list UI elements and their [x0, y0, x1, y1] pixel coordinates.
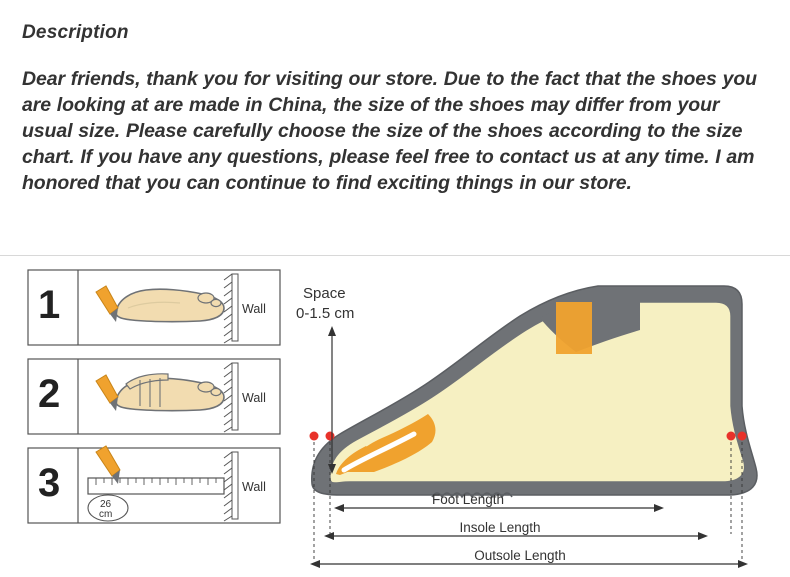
- description-section: [0, 0, 790, 196]
- marker-heel-inner: [727, 432, 736, 441]
- step-panel-3: [28, 446, 280, 523]
- wall-label-2: Wall: [242, 391, 266, 405]
- step-number-1: 1: [38, 283, 61, 327]
- step-panel-1: [28, 270, 280, 345]
- measure-label-insole-length: Insole Length: [459, 520, 541, 535]
- measure-label-foot-length: Foot Length: [431, 492, 505, 507]
- ruler-reading-badge: [88, 495, 128, 521]
- page-title: Description: [22, 22, 129, 43]
- size-measurement-diagram: [0, 255, 790, 577]
- marker-heel-outer: [738, 432, 747, 441]
- description-text: Dear friends, thank you for visiting our store. Due to the fact that the shoes you are looking at are made in China, the size of the shoes may differ from your usual size. Please carefully choose the size of the shoes according to the size chart. If you have any questions, please feel free to contact us at any time. I am honored that you can continue to find exciting things in our store.: [22, 68, 757, 194]
- ruler-unit: cm: [99, 509, 113, 520]
- measure-label-outsole-length: Outsole Length: [474, 548, 566, 563]
- wall-label-1: Wall: [242, 302, 266, 316]
- step-number-3: 3: [38, 461, 61, 505]
- diagram-canvas: [0, 256, 790, 577]
- step-panel-2: [28, 359, 280, 434]
- space-label-line1: Space: [303, 285, 346, 302]
- ruler-icon: [88, 478, 224, 494]
- step-number-2: 2: [38, 372, 61, 416]
- shoe-cross-section: [296, 285, 757, 568]
- marker-insole-front: [326, 432, 335, 441]
- wall-label-3: Wall: [242, 480, 266, 494]
- ruler-value: 26: [100, 499, 112, 510]
- space-label-line2: 0-1.5 cm: [296, 305, 355, 322]
- marker-toe: [310, 432, 319, 441]
